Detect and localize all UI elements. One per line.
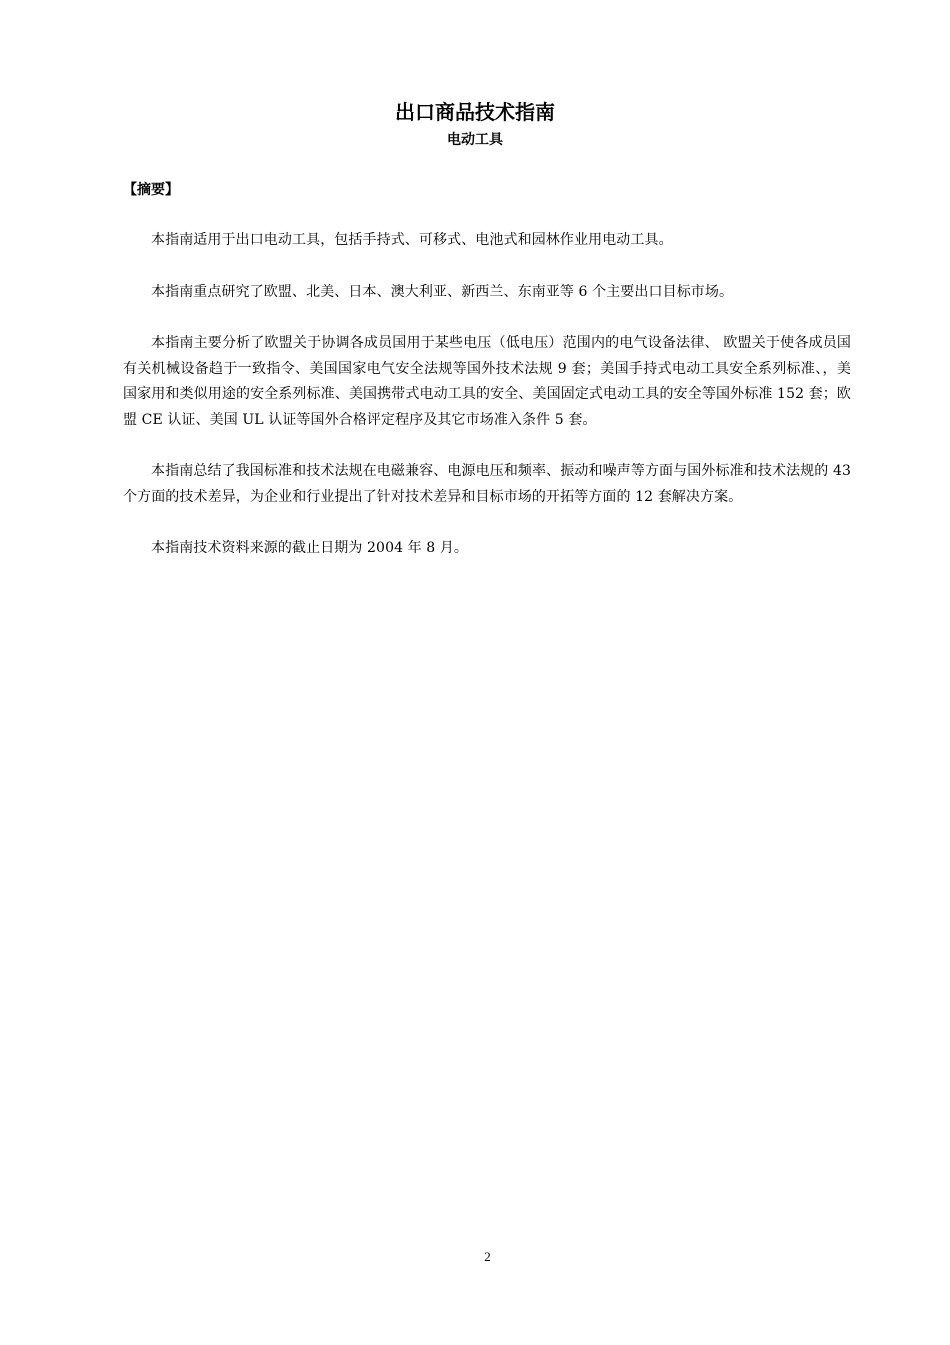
- paragraph-scope: 本指南适用于出口电动工具，包括手持式、可移式、电池式和园林作业用电动工具。: [151, 232, 673, 248]
- abstract-body: [123, 228, 851, 588]
- page-number: 2: [484, 1249, 491, 1264]
- paragraph-markets: 本指南重点研究了欧盟、北美、日本、澳大利亚、新西兰、东南亚等 6 个主要出口目标市场。: [151, 283, 734, 300]
- paragraph-cutoff-date: 本指南技术资料来源的截止日期为 2004 年 8 月。: [151, 540, 469, 556]
- document-title: 出口商品技术指南: [395, 100, 555, 124]
- abstract-heading: 【摘要】: [123, 182, 179, 198]
- paragraph-regulations: 本指南主要分析了欧盟关于协调各成员国用于某些电压（低电压）范围内的电气设备法律、 欧盟关于使各成员国有关机械设备趋于一致指令、美国国家电气安全法规等国外技术法规 9 套；美国手持式电动工具安全系列标准、，美国家用和类似用途的安全系列标准、美国携带式电动工具的安全、美国固定式电动工具的安全等国外标准 152 套；欧盟 CE 认证、美国 UL 认证等国外合格评定程序及其它市场准入条件 5 套。: [123, 335, 851, 428]
- paragraph-differences: 本指南总结了我国标准和技术法规在电磁兼容、电源电压和频率、振动和噪声等方面与国外标准和技术法规的 43 个方面的技术差异，为企业和行业提出了针对技术差异和目标市场的开拓等方面的 12 套解决方案。: [123, 463, 851, 505]
- document-subtitle: 电动工具: [447, 132, 503, 148]
